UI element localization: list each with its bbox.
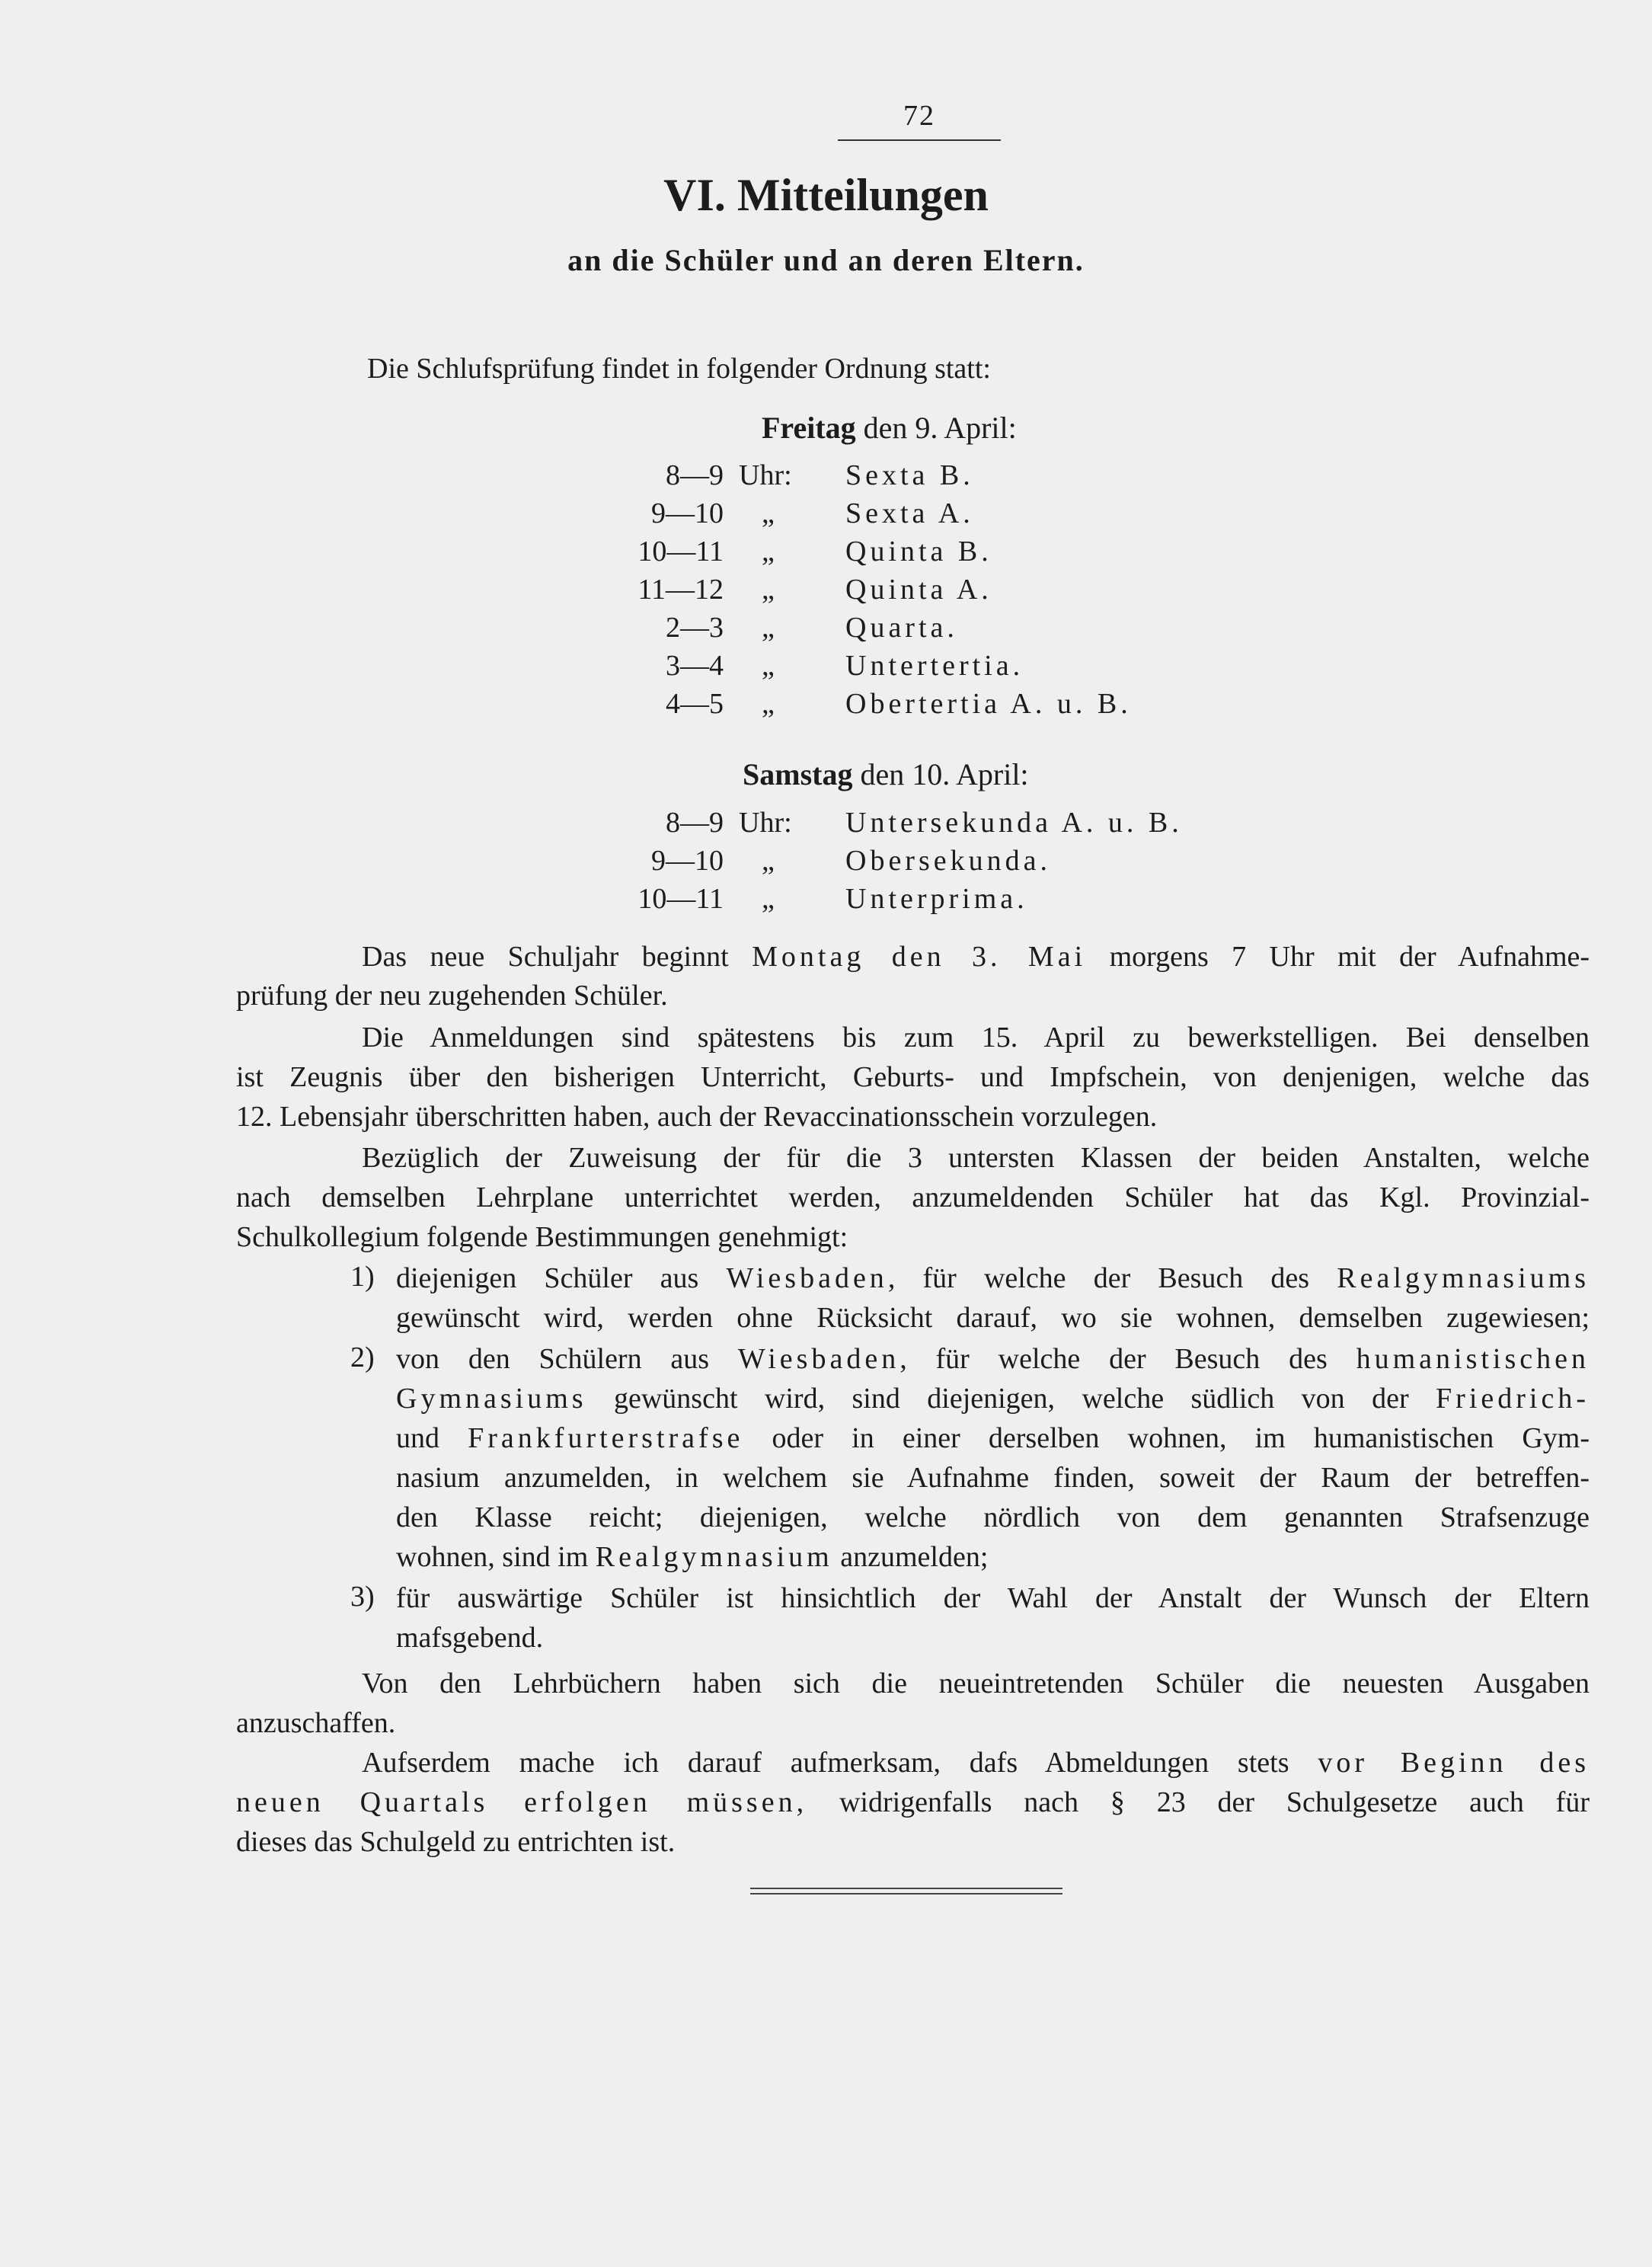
day-name: Freitag bbox=[762, 411, 856, 445]
text-segment: , für welche der Besuch des bbox=[887, 1262, 1310, 1294]
schedule-unit: Uhr: bbox=[739, 807, 792, 839]
schedule-class: Sexta B. bbox=[845, 459, 974, 491]
schedule-unit: „ bbox=[762, 688, 775, 720]
list-item-2-line5: den Klasse reicht; diejenigen, welche nördlich von dem genannten Strafsenzuge bbox=[396, 1501, 1590, 1533]
schedule-unit: Uhr: bbox=[739, 459, 792, 491]
paragraph-deregistration-line2 bbox=[236, 1784, 1590, 1821]
list-item-3-line2: mafsgebend. bbox=[396, 1622, 544, 1654]
emphasized-city: Wiesbaden bbox=[737, 1343, 900, 1375]
list-item-2-line2 bbox=[396, 1380, 1590, 1417]
schedule-class: Obersekunda. bbox=[845, 845, 1051, 877]
list-item-2-line6 bbox=[396, 1539, 988, 1575]
paragraph-deregistration-line1 bbox=[362, 1744, 1590, 1781]
text-segment: , für welche der Besuch des bbox=[899, 1343, 1328, 1375]
paragraph-assignment-line1: Bezüglich der Zuweisung der für die 3 untersten Klassen der beiden Anstalten, welche bbox=[362, 1142, 1590, 1174]
schedule-unit: „ bbox=[762, 536, 775, 568]
text-segment: morgens 7 Uhr mit der Aufnahme- bbox=[1109, 941, 1590, 973]
text-segment: anzumelden; bbox=[840, 1541, 989, 1573]
closing-double-rule bbox=[750, 1888, 1062, 1894]
paragraph-school-year-line1 bbox=[362, 938, 1590, 975]
emphasized-school: Realgymnasium bbox=[595, 1541, 833, 1573]
emphasized-school: humanistischen bbox=[1356, 1343, 1590, 1375]
list-item-2-line3 bbox=[396, 1420, 1590, 1456]
schedule-unit: „ bbox=[762, 883, 775, 915]
section-title: VI. Mitteilungen bbox=[663, 170, 989, 220]
text-segment: widrigenfalls nach § 23 der Schulgesetze auch für bbox=[839, 1786, 1590, 1818]
schedule-class: Quarta. bbox=[845, 612, 958, 644]
list-item-1-line2: gewünscht wird, werden ohne Rücksicht darauf, wo sie wohnen, demselben zugewiesen; bbox=[396, 1302, 1590, 1334]
schedule-time: 9—10 bbox=[651, 845, 724, 877]
schedule-time: 9—10 bbox=[651, 497, 724, 529]
schedule-class: Obertertia A. u. B. bbox=[845, 688, 1132, 720]
day-date: den 9. April: bbox=[855, 411, 1017, 445]
schedule-time: 10—11 bbox=[637, 883, 724, 915]
day-heading-friday bbox=[762, 413, 1017, 443]
emphasized-street: Friedrich- bbox=[1436, 1383, 1590, 1415]
schedule-time: 8—9 bbox=[666, 459, 724, 491]
paragraph-assignment-line2: nach demselben Lehrplane unterrichtet werden, anzumeldenden Schüler hat das Kgl. Provinzial- bbox=[236, 1181, 1590, 1213]
list-item-2-line1 bbox=[396, 1341, 1590, 1377]
schedule-class: Quinta A. bbox=[845, 574, 992, 606]
list-item-3-line1: für auswärtige Schüler ist hinsichtlich der Wahl der Anstalt der Wunsch der Eltern bbox=[396, 1582, 1590, 1614]
emphasized-phrase: vor Beginn des bbox=[1318, 1747, 1590, 1779]
emphasized-city: Wiesbaden bbox=[726, 1262, 888, 1294]
text-segment: Aufserdem mache ich darauf aufmerksam, dafs Abmeldungen stets bbox=[362, 1747, 1289, 1779]
schedule-unit: „ bbox=[762, 497, 775, 529]
list-item-1-line1 bbox=[396, 1260, 1590, 1297]
paragraph-assignment-line3: Schulkollegium folgende Bestimmungen genehmigt: bbox=[236, 1221, 848, 1253]
page-number-rule bbox=[838, 139, 1001, 141]
paragraph-registration-line2: ist Zeugnis über den bisherigen Unterricht, Geburts- und Impfschein, von denjenigen, welche das bbox=[236, 1061, 1590, 1093]
page-number: 72 bbox=[903, 100, 935, 132]
schedule-class: Unterprima. bbox=[845, 883, 1028, 915]
emphasized-date: Montag den 3. Mai bbox=[752, 941, 1087, 973]
day-name: Samstag bbox=[743, 757, 853, 791]
paragraph-textbooks-line2: anzuschaffen. bbox=[236, 1707, 396, 1739]
paragraph-textbooks-line1: Von den Lehrbüchern haben sich die neueintretenden Schüler die neuesten Ausgaben bbox=[362, 1667, 1590, 1699]
text-segment: Das neue Schuljahr beginnt bbox=[362, 941, 729, 973]
schedule-time: 10—11 bbox=[637, 536, 724, 568]
schedule-time: 3—4 bbox=[666, 650, 724, 682]
intro-text: Die Schlufsprüfung findet in folgender Ordnung statt: bbox=[367, 353, 991, 385]
day-date: den 10. April: bbox=[852, 757, 1029, 791]
paragraph-deregistration-line3: dieses das Schulgeld zu entrichten ist. bbox=[236, 1826, 676, 1858]
list-number: 2) bbox=[350, 1341, 375, 1373]
list-number: 1) bbox=[350, 1261, 375, 1293]
text-segment: oder in einer derselben wohnen, im humanistischen Gym- bbox=[772, 1422, 1590, 1454]
paragraph-registration-line3: 12. Lebensjahr überschritten haben, auch der Revaccinationsschein vorzulegen. bbox=[236, 1101, 1158, 1133]
schedule-class: Untertertia. bbox=[845, 650, 1024, 682]
schedule-class: Sexta A. bbox=[845, 497, 974, 529]
text-segment: von den Schülern aus bbox=[396, 1343, 710, 1375]
paragraph-school-year-line2: prüfung der neu zugehenden Schüler. bbox=[236, 980, 668, 1012]
text-segment: gewünscht wird, sind diejenigen, welche südlich von der bbox=[613, 1383, 1409, 1415]
schedule-unit: „ bbox=[762, 574, 775, 606]
emphasized-school: Gymnasiums bbox=[396, 1383, 587, 1415]
list-number: 3) bbox=[350, 1581, 375, 1613]
list-item-2-line4: nasium anzumelden, in welchem sie Aufnahme finden, soweit der Raum der betreffen- bbox=[396, 1462, 1590, 1494]
schedule-class: Quinta B. bbox=[845, 536, 992, 568]
schedule-unit: „ bbox=[762, 612, 775, 644]
schedule-time: 11—12 bbox=[637, 574, 724, 606]
emphasized-street: Frankfurterstrafse bbox=[468, 1422, 744, 1454]
schedule-unit: „ bbox=[762, 845, 775, 877]
emphasized-school: Realgymnasiums bbox=[1337, 1262, 1590, 1294]
day-heading-saturday bbox=[743, 759, 1029, 790]
text-segment: diejenigen Schüler aus bbox=[396, 1262, 699, 1294]
schedule-class: Untersekunda A. u. B. bbox=[845, 807, 1183, 839]
text-segment: und bbox=[396, 1422, 439, 1454]
emphasized-phrase: neuen Quartals erfolgen müssen, bbox=[236, 1786, 808, 1818]
schedule-unit: „ bbox=[762, 650, 775, 682]
section-subtitle: an die Schüler und an deren Eltern. bbox=[567, 243, 1085, 277]
paragraph-registration-line1: Die Anmeldungen sind spätestens bis zum 15. April zu bewerkstelligen. Bei denselben bbox=[362, 1022, 1590, 1054]
schedule-time: 8—9 bbox=[666, 807, 724, 839]
schedule-time: 2—3 bbox=[666, 612, 724, 644]
schedule-time: 4—5 bbox=[666, 688, 724, 720]
text-segment: wohnen, sind im bbox=[396, 1541, 589, 1573]
